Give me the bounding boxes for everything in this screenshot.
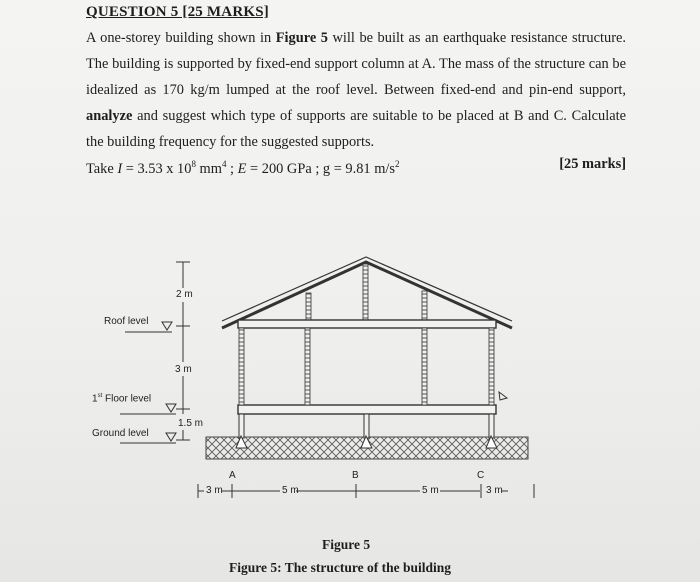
first-floor-level-label: 1st Floor level (92, 393, 152, 405)
dim-3m: 3 m (175, 364, 192, 375)
dim-1-5m: 1.5 m (178, 418, 204, 429)
level-markers (120, 322, 176, 443)
support-b-label: B (352, 470, 359, 481)
floor-beam (238, 405, 496, 414)
arrow-icon (499, 392, 507, 400)
marks-label: [25 marks] (559, 156, 626, 172)
roof-post-left (306, 293, 311, 322)
span-right-label: 3 m (486, 485, 503, 496)
column-mid2-upper (422, 328, 427, 405)
roof-post-center (363, 264, 368, 322)
roof-level-label: Roof level (104, 316, 149, 327)
roof-beam (238, 320, 496, 328)
column-c (489, 414, 494, 438)
span-ab-label: 5 m (282, 485, 299, 496)
given-values: Take I = 3.53 x $10^8$ $mm^4$ ; E = 200 GPa ; g = 9.81 $m/s^2$ [25 marks] (86, 153, 626, 180)
column-a (239, 414, 244, 438)
figure-label: Figure 5 (322, 537, 371, 552)
column-mid1-upper (305, 328, 310, 405)
span-bc-label: 5 m (422, 485, 439, 496)
support-c-label: C (477, 470, 485, 481)
column-right-upper (489, 328, 494, 405)
figure-caption: Figure 5: The structure of the building (229, 560, 452, 575)
roof-post-right (422, 291, 427, 322)
question-title: QUESTION 5 [25 MARKS] (86, 4, 269, 20)
column-left-upper (239, 328, 244, 405)
horizontal-dimension (198, 484, 534, 498)
dim-2m: 2 m (176, 289, 193, 300)
column-b (364, 414, 369, 438)
span-left-label: 3 m (206, 485, 223, 496)
support-a-label: A (229, 470, 236, 481)
question-body: A one-storey building shown in Figure 5 will be built as an earthquake resistance structure. The building is supported by fixed-end support column at A. The mass of the structure can be idealized as 170 kg/m lumped at the roof level. Between fixed-end and pin-end support, analyze and suggest which type of supports are suitable to be placed at B and C. Calculate the building frequency for the suggested supports. (86, 30, 626, 150)
ground-level-label: Ground level (92, 428, 149, 439)
